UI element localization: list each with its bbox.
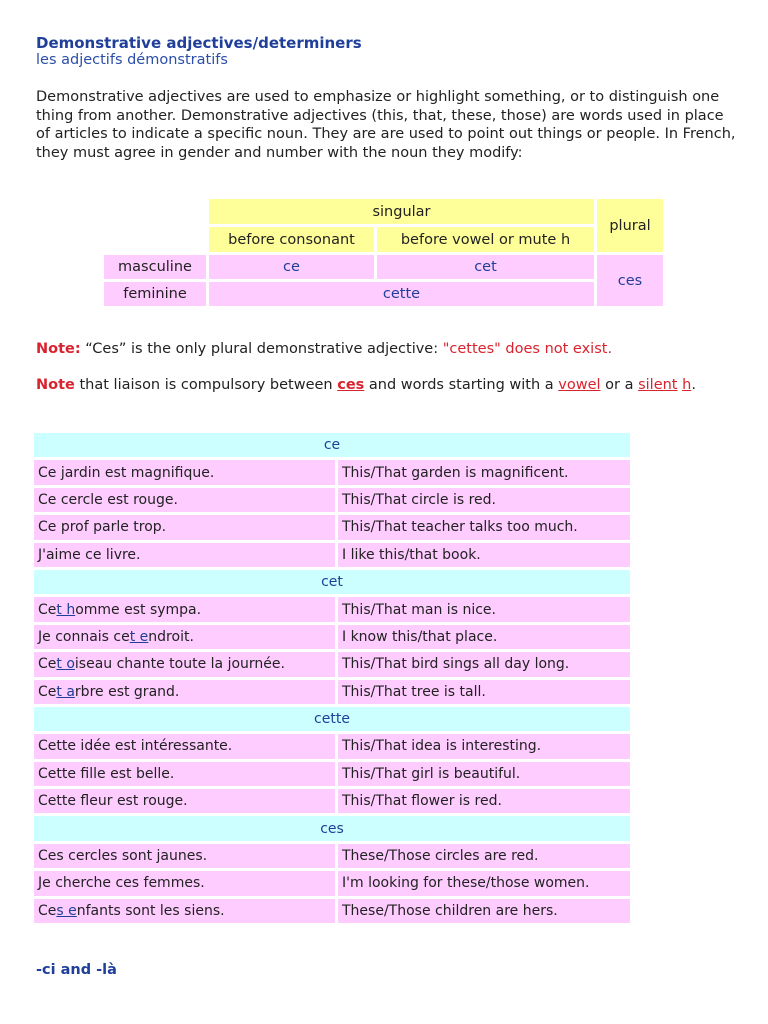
liaison-underline: t o [56,656,75,673]
section-header-ce: ce [34,433,630,457]
ces-link[interactable]: ces [337,377,365,393]
examples-table [31,430,633,926]
liaison-underline: t e [129,628,149,645]
note-text: that liaison is compulsory between [74,377,338,393]
english-cell: I like this/that book. [338,543,630,567]
english-cell: I'm looking for these/those women. [338,871,630,895]
english-cell: These/Those circles are red. [338,844,630,868]
table-row [34,488,630,512]
summary-empty-cell [104,199,206,224]
table-row [34,762,630,786]
french-text: rbre est grand. [74,683,180,700]
french-text: Ce [38,656,57,673]
note-liaison [36,376,736,395]
ces-cell: ces [597,255,663,306]
english-cell: This/That teacher talks too much. [338,515,630,539]
english-cell: This/That tree is tall. [338,680,630,704]
english-cell: I know this/that place. [338,625,630,649]
french-cell: Ce jardin est magnifique. [34,460,335,484]
french-text: Je connais ce [38,628,130,645]
french-cell: Cette fille est belle. [34,762,335,786]
french-text: nfants sont les siens. [76,902,225,919]
french-text: Ce [38,683,57,700]
note-red-text: "cettes" does not exist. [442,341,613,357]
french-cell [34,625,335,649]
note-text: and words starting with a [364,377,559,393]
note-plural [36,341,612,357]
table-row [34,899,630,923]
french-cell: Ce cercle est rouge. [34,488,335,512]
section-header-cette: cette [34,707,630,731]
french-text: iseau chante toute la journée. [74,656,285,673]
english-cell: This/That girl is beautiful. [338,762,630,786]
french-text: Ce [38,902,57,919]
vowel-link[interactable]: vowel [558,377,601,393]
plural-header: plural [597,199,663,252]
table-row [34,734,630,758]
table-row [34,789,630,813]
ce-cell: ce [209,255,374,279]
cet-cell: cet [377,255,594,279]
liaison-underline: t a [56,683,75,700]
english-cell: This/That circle is red. [338,488,630,512]
silent-link[interactable]: silent [638,377,678,393]
before-vowel-header: before vowel or mute h [377,227,594,252]
french-cell [34,652,335,676]
table-row [34,597,630,621]
french-cell: Je cherche ces femmes. [34,871,335,895]
note-label: Note: [36,341,81,357]
french-cell [34,899,335,923]
french-cell: J'aime ce livre. [34,543,335,567]
french-text: ndroit. [148,628,194,645]
liaison-underline: t h [56,601,76,618]
before-consonant-header: before consonant [209,227,374,252]
intro-paragraph: Demonstrative adjectives are used to emphasize or highlight something, or to distinguish one thing from another. Demonstrative adjectives (this, that, these, those) are words used in place of articles to indicate a specific noun. They are are used to point out things or people. In French, they must agree in gender and number with the noun they modify: [36,89,736,161]
note-text: or a [600,377,639,393]
english-cell: This/That man is nice. [338,597,630,621]
singular-header: singular [209,199,594,224]
french-cell: Cette idée est intéressante. [34,734,335,758]
table-row [34,515,630,539]
page-subtitle: les adjectifs démonstratifs [36,52,228,68]
table-row [34,652,630,676]
note-text: “Ces” is the only plural demonstrative adjective: [80,341,443,357]
french-text: omme est sympa. [75,601,202,618]
table-row [34,871,630,895]
french-cell: Ce prof parle trop. [34,515,335,539]
liaison-underline: s e [56,902,77,919]
h-link[interactable]: h [682,377,692,393]
page-title: Demonstrative adjectives/determiners [36,34,362,52]
summary-table [101,196,666,309]
note-label: Note [36,377,75,393]
section-heading-ci-la: -ci and -là [36,962,117,978]
french-text: Ce [38,601,57,618]
french-cell [34,597,335,621]
english-cell: These/Those children are hers. [338,899,630,923]
english-cell: This/That garden is magnificent. [338,460,630,484]
section-header-ces: ces [34,816,630,840]
table-row [34,625,630,649]
table-row [34,543,630,567]
section-header-cet: cet [34,570,630,594]
note-text: . [691,377,696,393]
table-row [34,460,630,484]
french-cell [34,680,335,704]
summary-empty-cell [104,227,206,252]
table-row [34,844,630,868]
feminine-label: feminine [104,282,206,306]
english-cell: This/That idea is interesting. [338,734,630,758]
masculine-label: masculine [104,255,206,279]
cette-cell: cette [209,282,594,306]
french-cell: Ces cercles sont jaunes. [34,844,335,868]
english-cell: This/That flower is red. [338,789,630,813]
table-row [34,680,630,704]
french-cell: Cette fleur est rouge. [34,789,335,813]
english-cell: This/That bird sings all day long. [338,652,630,676]
